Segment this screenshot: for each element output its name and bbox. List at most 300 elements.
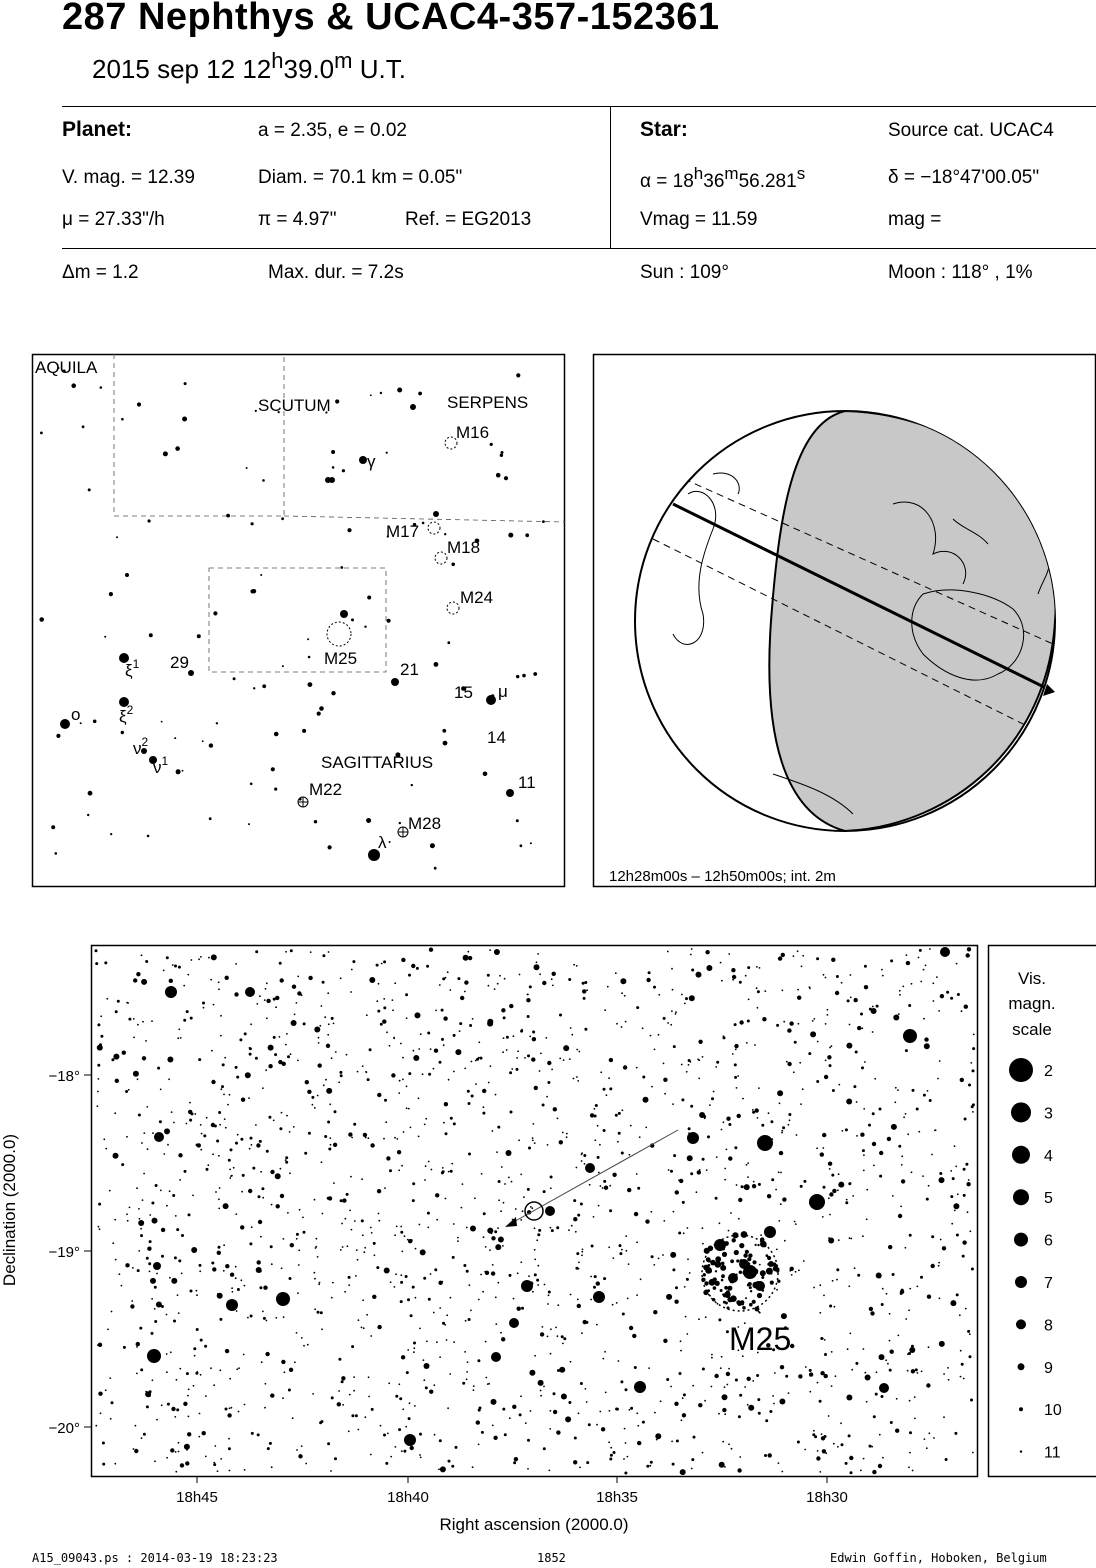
finder-star (533, 672, 537, 676)
chart-star (429, 1390, 433, 1394)
chart-star (580, 1203, 583, 1206)
chart-star (829, 1047, 831, 1049)
chart-star (351, 1137, 353, 1139)
chart-star (125, 1263, 129, 1267)
xi2-label: $\xi^2$ (119, 703, 134, 726)
chart-star (612, 1173, 616, 1177)
chart-star (703, 1115, 706, 1118)
chart-star (147, 1247, 151, 1251)
chart-star (517, 1050, 519, 1052)
chart-star (543, 1386, 545, 1388)
chart-star (762, 1285, 764, 1287)
chart-star (715, 1197, 718, 1200)
chart-star (448, 1171, 450, 1173)
chart-star (584, 1163, 586, 1165)
chart-star (824, 1339, 826, 1341)
finder-star (176, 769, 181, 774)
chart-star (482, 1089, 486, 1093)
chart-star (111, 1401, 114, 1404)
chart-star (405, 993, 408, 996)
chart-star (964, 1005, 968, 1009)
chart-star (467, 951, 469, 953)
chart-star (264, 999, 266, 1001)
chart-star (280, 1194, 284, 1198)
chart-star (831, 958, 835, 962)
chart-star (187, 974, 189, 976)
chart-star (670, 1252, 676, 1258)
chart-star (704, 1400, 706, 1402)
chart-star (653, 1264, 655, 1266)
chart-star (406, 1107, 408, 1109)
chart-star (473, 1389, 475, 1391)
chart-star (593, 1286, 596, 1289)
chart-star (228, 1447, 231, 1450)
chart-star (409, 1402, 411, 1404)
chart-star (323, 1084, 325, 1086)
chart-star (499, 975, 501, 977)
chart-star (398, 1383, 400, 1385)
chart-star (261, 1187, 264, 1190)
chart-star (114, 1112, 116, 1114)
chart-star (366, 1314, 368, 1316)
chart-star (738, 1415, 741, 1418)
chart-star (122, 1051, 126, 1055)
chart-star (928, 1185, 930, 1187)
chart-star (169, 979, 173, 983)
chart-star (517, 1272, 519, 1274)
chart-star (782, 1197, 786, 1201)
chart-star (583, 1154, 586, 1157)
cluster-star (755, 1244, 757, 1246)
chart-star (262, 1087, 264, 1089)
chart-star (495, 1296, 497, 1298)
finder-star (451, 563, 455, 567)
chart-star (690, 1061, 692, 1063)
chart-star (650, 1035, 652, 1037)
chart-star (658, 1034, 660, 1036)
asteroid-path (510, 1130, 678, 1224)
chart-star (698, 1040, 702, 1044)
chart-star (747, 1020, 750, 1023)
chart-star (672, 1268, 675, 1271)
chart-star (714, 1374, 718, 1378)
chart-star (220, 1015, 222, 1017)
scale-label: 4 (1044, 1147, 1053, 1165)
chart-star (924, 1037, 928, 1041)
chart-star (263, 1317, 266, 1320)
chart-star (249, 1148, 251, 1150)
chart-star (164, 1128, 170, 1134)
chart-star (449, 1373, 451, 1375)
chart-star (684, 1286, 686, 1288)
chart-star (443, 1016, 447, 1020)
chart-star (495, 1323, 497, 1325)
chart-star (869, 1307, 873, 1311)
chart-star (363, 1251, 365, 1253)
cluster-star (750, 1290, 752, 1292)
chart-star (111, 1058, 114, 1061)
finder-star (104, 636, 106, 638)
chart-star (151, 1332, 154, 1335)
cluster-star (708, 1264, 711, 1267)
chart-star (191, 1112, 194, 1115)
chart-star (846, 1043, 852, 1049)
chart-star (236, 1076, 239, 1079)
chart-star (363, 1327, 365, 1329)
chart-star (970, 1062, 972, 1064)
chart-star (526, 998, 530, 1002)
chart-star (702, 1227, 704, 1229)
chart-star (784, 1240, 786, 1242)
chart-star (431, 1169, 433, 1171)
chart-star (809, 1194, 825, 1210)
chart-star (215, 1191, 217, 1193)
finder-star (340, 610, 348, 618)
chart-star (503, 1016, 506, 1019)
chart-star (722, 1441, 724, 1443)
chart-star (278, 1060, 282, 1064)
chart-star (621, 1249, 623, 1251)
cluster-star (754, 1307, 759, 1312)
chart-star (674, 1300, 678, 1304)
chart-star (723, 1301, 726, 1304)
chart-star (728, 1156, 732, 1160)
chart-star (950, 1170, 952, 1172)
chart-star (527, 994, 529, 996)
chart-star (485, 1341, 487, 1343)
chart-star (950, 997, 953, 1000)
chart-star (483, 1106, 485, 1108)
chart-star (529, 1370, 535, 1376)
chart-star (161, 1228, 165, 1232)
chart-star (764, 1226, 776, 1238)
chart-star (466, 1227, 468, 1229)
chart-star (973, 1034, 975, 1036)
chart-star (691, 969, 694, 972)
chart-star (389, 1045, 391, 1047)
chart-star (895, 1429, 899, 1433)
chart-star (882, 1457, 884, 1459)
chart-star (918, 957, 920, 959)
chart-star (154, 1286, 157, 1289)
chart-star (137, 1024, 139, 1026)
chart-star (636, 1294, 638, 1296)
scale-label: 3 (1044, 1105, 1053, 1123)
chart-star (563, 1059, 565, 1061)
chart-star (743, 1253, 747, 1257)
y-tick-18: −18° (48, 1068, 80, 1085)
chart-star (450, 1297, 452, 1299)
chart-star (297, 1060, 299, 1062)
chart-star (829, 1214, 831, 1216)
chart-star (191, 1247, 197, 1253)
planet-motion: μ = 27.33"/h (62, 209, 165, 230)
chart-star (625, 1021, 627, 1023)
chart-star (882, 975, 884, 977)
chart-star (954, 1210, 956, 1212)
chart-star (793, 955, 795, 957)
ra-hour-unit: h (693, 164, 704, 183)
chart-star (758, 1412, 761, 1415)
chart-star (584, 1028, 587, 1031)
chart-star (757, 1135, 773, 1151)
chart-star (365, 1071, 367, 1073)
chart-star (172, 1194, 175, 1197)
chart-star (455, 1049, 461, 1055)
chart-star (836, 1268, 839, 1271)
chart-star (676, 1440, 679, 1443)
chart-star (384, 1187, 386, 1189)
chart-star (609, 1087, 612, 1090)
chart-star (787, 1028, 791, 1032)
chart-star (770, 1120, 773, 1123)
chart-star (681, 1064, 683, 1066)
chart-star (956, 963, 958, 965)
chart-star (673, 1211, 675, 1213)
chart-star (320, 1311, 323, 1314)
chart-star (829, 1305, 832, 1308)
chart-star (618, 1360, 620, 1362)
cluster-star (714, 1261, 721, 1268)
chart-star (911, 1171, 913, 1173)
chart-star (267, 1447, 270, 1450)
chart-star (542, 1104, 545, 1107)
chart-star (957, 993, 960, 996)
chart-star (382, 1019, 386, 1023)
chart-star (850, 997, 852, 999)
chart-star (929, 1099, 932, 1102)
chart-star (218, 1198, 220, 1200)
chart-star (602, 1358, 604, 1360)
chart-star (142, 1199, 144, 1201)
chart-star (649, 1465, 651, 1467)
chart-star (634, 1381, 646, 1393)
planet-parallax: π = 4.97" (258, 209, 337, 230)
chart-star (594, 1275, 597, 1278)
chart-star (610, 1454, 613, 1457)
chart-star (666, 1294, 672, 1300)
chart-star (702, 1056, 704, 1058)
chart-star (924, 1438, 926, 1440)
chart-star (663, 1078, 667, 1082)
chart-star (600, 1295, 604, 1299)
chart-star (931, 1264, 935, 1268)
chart-star (550, 1353, 552, 1355)
chart-star (438, 1468, 440, 1470)
chart-star (329, 1103, 331, 1105)
finder-star (248, 823, 250, 825)
chart-star (596, 1424, 598, 1426)
chart-star (257, 1260, 261, 1264)
chart-star (598, 1172, 600, 1174)
chart-star (646, 978, 650, 982)
chart-star (702, 1243, 704, 1245)
chart-star (963, 1168, 966, 1171)
chart-star (275, 1006, 277, 1008)
chart-star (752, 1380, 754, 1382)
chart-star (849, 1456, 853, 1460)
chart-star (147, 1349, 161, 1363)
chart-star (972, 1452, 974, 1454)
chart-star (848, 1285, 850, 1287)
chart-star (864, 1061, 866, 1063)
chart-star (668, 1169, 670, 1171)
chart-star (519, 1413, 522, 1416)
lambda-label: λ (378, 833, 387, 852)
chart-star (841, 982, 843, 984)
chart-star (582, 1249, 584, 1251)
chart-star (318, 1037, 320, 1039)
chart-star (483, 1212, 486, 1215)
chart-star (303, 1231, 306, 1234)
chart-star (735, 1379, 738, 1382)
chart-star (186, 1449, 188, 1451)
chart-star (761, 1124, 764, 1127)
finder-star (281, 517, 284, 520)
chart-star (536, 1279, 539, 1282)
chart-star (768, 1453, 772, 1457)
chart-star (487, 1019, 493, 1025)
chart-star (728, 1123, 731, 1126)
chart-star (271, 1204, 273, 1206)
chart-star (341, 1376, 345, 1380)
chart-star (176, 1228, 179, 1231)
hour-unit: h (271, 48, 284, 73)
chart-star (265, 988, 267, 990)
chart-star (609, 1410, 611, 1412)
chart-star (775, 1189, 777, 1191)
chart-star (121, 1163, 124, 1166)
chart-star (831, 1174, 834, 1177)
chart-star (265, 1352, 269, 1356)
chart-star (221, 1085, 224, 1088)
chart-star (822, 1338, 824, 1340)
chart-star (127, 1002, 129, 1004)
chart-star (823, 1295, 825, 1297)
chart-star (442, 977, 445, 980)
chart-star (410, 1446, 414, 1450)
chart-star (583, 997, 586, 1000)
finder-star (216, 722, 218, 724)
chart-star (393, 1037, 395, 1039)
chart-star (684, 1003, 686, 1005)
chart-star (624, 995, 626, 997)
finder-star (335, 399, 339, 403)
chart-star (718, 1318, 721, 1321)
chart-star (248, 1097, 250, 1099)
chart-star (285, 1159, 287, 1161)
chart-star (317, 1095, 319, 1097)
chart-star (342, 1246, 344, 1248)
scale-label: 6 (1044, 1232, 1053, 1250)
chart-star (426, 965, 429, 968)
finder-star (202, 740, 204, 742)
chart-star (940, 994, 944, 998)
chart-star (789, 1270, 791, 1272)
chart-star (298, 1454, 302, 1458)
chart-star (636, 1241, 638, 1243)
chart-star (319, 1025, 321, 1027)
chart-star (511, 1068, 513, 1070)
chart-star (835, 991, 839, 995)
chart-star (719, 1462, 725, 1468)
chart-star (400, 1274, 402, 1276)
chart-star (568, 1229, 570, 1231)
chart-star (229, 1177, 231, 1179)
chart-star (576, 1167, 578, 1169)
chart-star (697, 1170, 701, 1174)
chart-star (111, 1311, 113, 1313)
chart-star (436, 1341, 438, 1343)
chart-star (781, 1471, 783, 1473)
finder-star (359, 456, 367, 464)
chart-star (258, 1220, 262, 1224)
chart-star (816, 1147, 818, 1149)
chart-star (940, 1239, 942, 1241)
chart-star (377, 1093, 381, 1097)
chart-star (948, 1379, 950, 1381)
chart-star (213, 1463, 216, 1466)
cluster-star (757, 1293, 762, 1298)
chart-star (106, 998, 108, 1000)
chart-star (374, 1254, 376, 1256)
finder-star (367, 596, 371, 600)
star-vmag: Vmag = 11.59 (640, 209, 758, 230)
chart-star (691, 1458, 694, 1461)
finder-star (391, 678, 399, 686)
event-title: 287 Nephthys & UCAC4-357-152361 (62, 0, 720, 38)
chart-star (905, 1113, 907, 1115)
cluster-star (742, 1270, 747, 1275)
chart-star (236, 1368, 238, 1370)
chart-star (322, 954, 325, 957)
chart-star (540, 1395, 542, 1397)
finder-star (516, 819, 519, 822)
chart-star (174, 965, 177, 968)
chart-star (285, 1156, 288, 1159)
chart-star (623, 1458, 625, 1460)
chart-star (149, 1214, 151, 1216)
chart-star (439, 1356, 441, 1358)
chart-star (383, 960, 386, 963)
chart-star (266, 1320, 268, 1322)
chart-star (742, 1098, 744, 1100)
chart-star (491, 1399, 497, 1405)
chart-star (276, 1204, 280, 1208)
chart-star (586, 1461, 589, 1464)
chart-star (557, 1304, 559, 1306)
chart-star (543, 1447, 546, 1450)
chart-star (412, 1199, 415, 1202)
chart-star (783, 1021, 785, 1023)
cluster-star (736, 1259, 739, 1262)
chart-star (468, 1102, 471, 1105)
chart-star (388, 1382, 390, 1384)
chart-star (956, 1293, 959, 1296)
chart-star (434, 1434, 436, 1436)
chart-star (838, 1084, 840, 1086)
chart-star (151, 1020, 153, 1022)
chart-star (831, 1385, 833, 1387)
chart-star (312, 1104, 314, 1106)
chart-star (143, 1173, 145, 1175)
chart-star (433, 1312, 435, 1314)
chart-star (423, 1277, 426, 1280)
chart-star (698, 1059, 700, 1061)
chart-star (918, 1131, 920, 1133)
chart-star (468, 1153, 471, 1156)
label-29: 29 (170, 653, 189, 672)
